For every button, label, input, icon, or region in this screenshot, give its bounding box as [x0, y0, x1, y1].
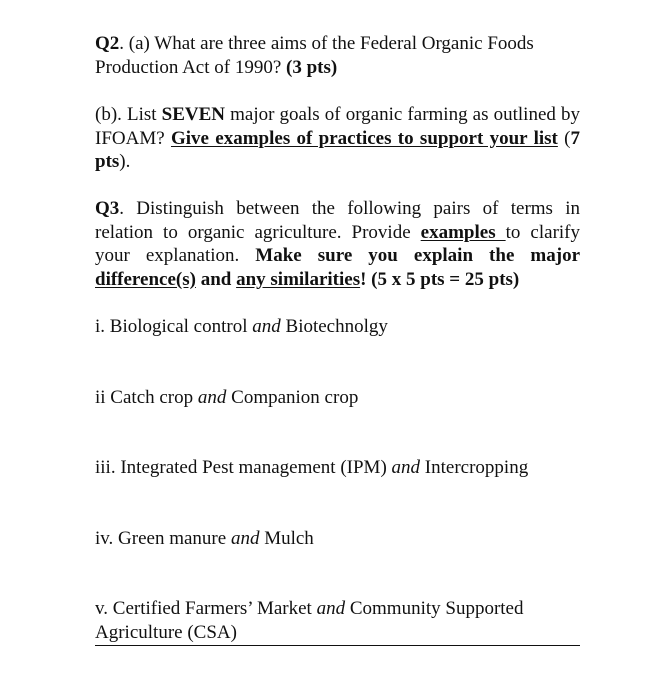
question-2b	[95, 103, 580, 174]
term-a: iv. Green manure	[95, 528, 231, 549]
term-b: Biotechnolgy	[280, 316, 388, 337]
conjunction: and	[316, 598, 346, 619]
question-text: ).	[119, 151, 131, 172]
question-2a	[95, 32, 580, 79]
emphasis-examples: examples	[420, 221, 506, 243]
question-text: . Distinguish between the following pairs of terms in relation to organic agriculture. Provide	[95, 198, 580, 243]
question-number: Q2	[95, 33, 120, 54]
points: (3 pts)	[286, 56, 338, 78]
instruction-give-examples: Give examples of practices to support your list	[170, 127, 558, 149]
term-b: Companion crop	[226, 387, 359, 408]
conjunction: and	[391, 457, 421, 478]
question-text: (b). List	[95, 104, 162, 125]
question-text: . (a) What are three aims of the Federal Organic Foods Production Act of 1990?	[95, 33, 534, 78]
term-pair-item	[95, 597, 580, 646]
conjunction: and	[230, 528, 260, 549]
term-pair-item	[95, 527, 314, 551]
emphasis-differences: difference(s)	[95, 268, 196, 290]
term-a: iii. Integrated Pest management (IPM)	[95, 457, 392, 478]
points: ! (5 x 5 pts = 25 pts)	[360, 268, 520, 290]
question-text: to clarify your explanation.	[95, 221, 580, 266]
question-3	[95, 197, 580, 291]
conjunction: and	[197, 387, 227, 408]
term-b: Intercropping	[420, 457, 529, 478]
emphasis-similarities: any similarities	[236, 268, 361, 290]
term-pair-item	[95, 315, 388, 339]
question-text: (	[557, 127, 571, 149]
instruction-make-sure: Make sure you explain the major	[255, 245, 580, 266]
emphasis-seven: SEVEN	[161, 104, 226, 125]
question-number: Q3	[95, 198, 120, 219]
term-pair-item	[95, 386, 358, 410]
points: 7 pts	[95, 127, 581, 172]
term-pair-item	[95, 456, 528, 480]
question-text: major goals of organic farming as outlined by IFOAM?	[95, 104, 580, 149]
term-a: i. Biological control	[95, 316, 253, 337]
term-a: ii Catch crop	[95, 387, 198, 408]
term-b: Mulch	[259, 528, 314, 549]
question-text: and	[195, 268, 237, 290]
term-a: v. Certified Farmers’ Market	[95, 598, 317, 619]
conjunction: and	[252, 316, 281, 337]
term-b: Community Supported Agriculture (CSA)	[95, 598, 524, 643]
